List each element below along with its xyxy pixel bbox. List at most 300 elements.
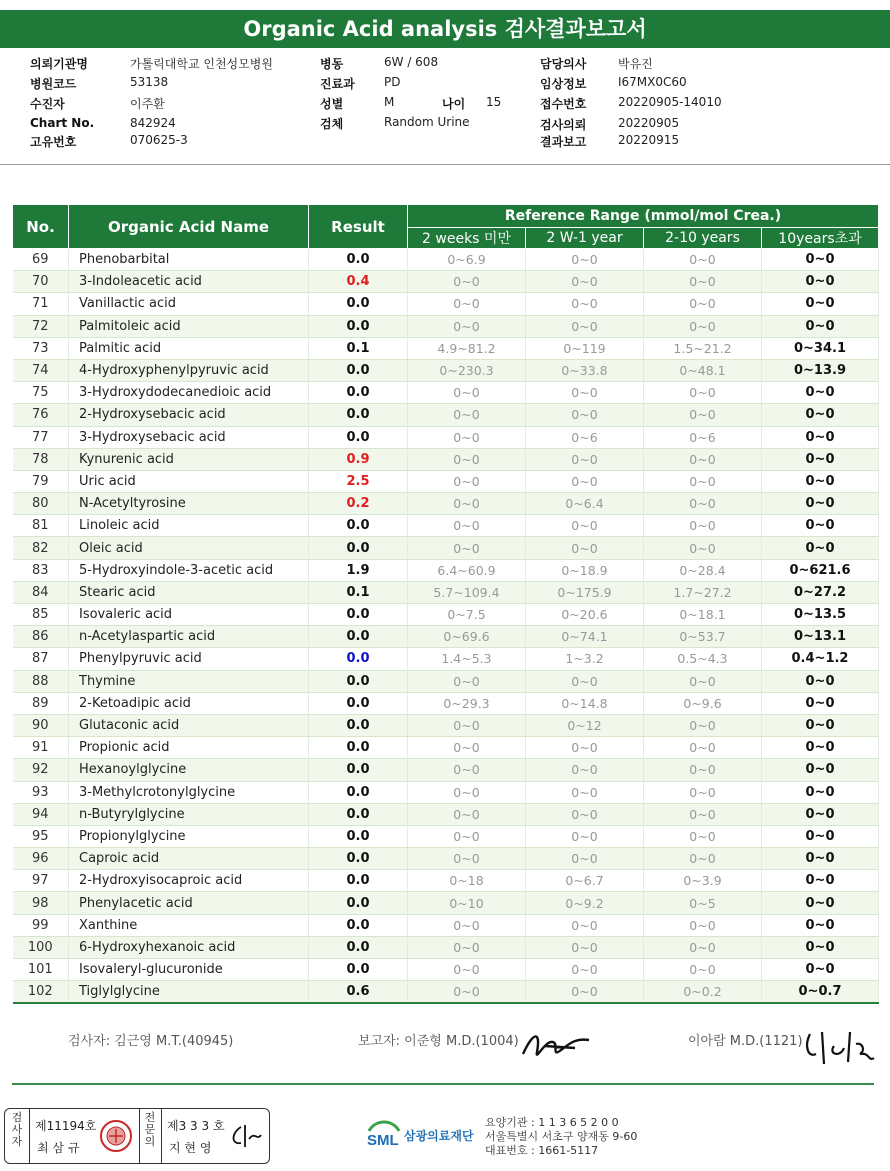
table-row [13, 626, 879, 648]
result-value: 0.0 [309, 515, 408, 537]
info-label: 접수번호 [540, 97, 587, 111]
doctor-stamp-signature-icon [227, 1121, 265, 1151]
ref-2weeks: 0~0 [408, 537, 526, 559]
ref-2-10y: 0~0.2 [644, 981, 762, 1004]
row-number: 102 [13, 981, 69, 1004]
ref-2w-1y: 0~0 [526, 382, 644, 404]
ref-2-10y: 0~0 [644, 249, 762, 271]
ref-10y: 0~0 [762, 914, 879, 936]
result-value: 0.0 [309, 382, 408, 404]
result-value: 0.0 [309, 626, 408, 648]
result-value: 0.0 [309, 404, 408, 426]
info-label: 병동 [320, 57, 344, 71]
subheader-2w-1y: 2 W-1 year [526, 228, 644, 249]
ref-10y: 0~0 [762, 293, 879, 315]
ref-2-10y: 0~28.4 [644, 559, 762, 581]
result-value: 0.0 [309, 759, 408, 781]
result-value: 1.9 [309, 559, 408, 581]
phone: 대표번호 : 1661-5117 [485, 1144, 599, 1157]
acid-name: Kynurenic acid [69, 448, 309, 470]
ref-10y: 0~0 [762, 404, 879, 426]
table-row [13, 493, 879, 515]
table-row [13, 714, 879, 736]
info-value: 15 [486, 95, 502, 109]
table-row [13, 803, 879, 825]
result-value: 0.0 [309, 870, 408, 892]
ref-10y: 0~0 [762, 737, 879, 759]
info-label: 수진자 [30, 97, 65, 111]
ref-2-10y: 0~6 [644, 426, 762, 448]
tester-side-label: 검사자 [11, 1111, 23, 1148]
ref-10y: 0~0 [762, 959, 879, 981]
ref-10y: 0~0 [762, 470, 879, 492]
ref-2weeks: 1.4~5.3 [408, 648, 526, 670]
ref-10y: 0~0 [762, 714, 879, 736]
ref-2w-1y: 0~12 [526, 714, 644, 736]
table-row [13, 737, 879, 759]
subheader-2-10y: 2-10 years [644, 228, 762, 249]
ref-10y: 0~0 [762, 892, 879, 914]
table-row [13, 581, 879, 603]
ref-2weeks: 0~0 [408, 670, 526, 692]
sml-logo-icon [365, 1117, 403, 1149]
info-label: 성별 [320, 97, 344, 111]
table-row [13, 604, 879, 626]
ref-2w-1y: 0~0 [526, 271, 644, 293]
ref-2-10y: 0~3.9 [644, 870, 762, 892]
ref-10y: 0~0.7 [762, 981, 879, 1004]
ref-2w-1y: 0~0 [526, 914, 644, 936]
table-row [13, 448, 879, 470]
info-value: Random Urine [384, 115, 470, 129]
result-value: 0.0 [309, 959, 408, 981]
subheader-10y: 10years초과 [762, 228, 879, 249]
ref-10y: 0~13.9 [762, 359, 879, 381]
info-value: 53138 [130, 75, 169, 89]
result-value: 0.0 [309, 781, 408, 803]
ref-2weeks: 0~69.6 [408, 626, 526, 648]
acid-name: Phenylpyruvic acid [69, 648, 309, 670]
info-value: 20220905 [618, 116, 680, 130]
row-number: 81 [13, 515, 69, 537]
ref-2w-1y: 0~0 [526, 959, 644, 981]
ref-10y: 0~0 [762, 515, 879, 537]
acid-name: Isovaleric acid [69, 604, 309, 626]
result-value: 0.0 [309, 293, 408, 315]
ref-10y: 0~0 [762, 249, 879, 271]
row-number: 100 [13, 936, 69, 958]
ref-2-10y: 0~0 [644, 470, 762, 492]
info-value: 박유진 [618, 57, 653, 71]
doctor-signature-icon [800, 1024, 876, 1068]
patient-info [0, 55, 890, 155]
table-row [13, 692, 879, 714]
info-value: 20220915 [618, 133, 680, 147]
ref-10y: 0~0 [762, 537, 879, 559]
table-row [13, 426, 879, 448]
acid-name: Isovaleryl-glucuronide [69, 959, 309, 981]
ref-2weeks: 4.9~81.2 [408, 337, 526, 359]
ref-10y: 0~0 [762, 315, 879, 337]
info-value: 6W / 608 [384, 55, 439, 69]
table-row [13, 559, 879, 581]
result-value: 0.0 [309, 825, 408, 847]
acid-name: 3-Hydroxydodecanedioic acid [69, 382, 309, 404]
info-label: 의뢰기관명 [30, 57, 88, 71]
result-value: 0.0 [309, 249, 408, 271]
result-value: 0.4 [309, 271, 408, 293]
doctor-license-no: 제3 3 3 호 [167, 1119, 225, 1133]
row-number: 71 [13, 293, 69, 315]
ref-10y: 0~0 [762, 493, 879, 515]
ref-2weeks: 0~0 [408, 803, 526, 825]
ref-2weeks: 6.4~60.9 [408, 559, 526, 581]
result-value: 0.0 [309, 892, 408, 914]
ref-10y: 0~0 [762, 448, 879, 470]
org-name: 삼광의료재단 [404, 1129, 474, 1143]
ref-2w-1y: 0~0 [526, 825, 644, 847]
table-row [13, 981, 879, 1004]
ref-2w-1y: 0~0 [526, 537, 644, 559]
ref-2weeks: 0~0 [408, 825, 526, 847]
ref-2weeks: 0~0 [408, 404, 526, 426]
info-value: I67MX0C60 [618, 75, 687, 89]
table-row [13, 293, 879, 315]
header-result: Result [309, 205, 408, 249]
ref-10y: 0~13.1 [762, 626, 879, 648]
ref-2weeks: 0~0 [408, 936, 526, 958]
row-number: 72 [13, 315, 69, 337]
ref-2weeks: 0~10 [408, 892, 526, 914]
ref-2weeks: 0~0 [408, 448, 526, 470]
cert-divider [161, 1109, 162, 1163]
ref-2w-1y: 0~0 [526, 448, 644, 470]
acid-name: Phenobarbital [69, 249, 309, 271]
row-number: 69 [13, 249, 69, 271]
ref-2weeks: 0~29.3 [408, 692, 526, 714]
certificate-box [4, 1108, 270, 1164]
row-number: 98 [13, 892, 69, 914]
row-number: 92 [13, 759, 69, 781]
table-row [13, 670, 879, 692]
acid-name: n-Butyrylglycine [69, 803, 309, 825]
ref-2w-1y: 0~20.6 [526, 604, 644, 626]
row-number: 79 [13, 470, 69, 492]
row-number: 85 [13, 604, 69, 626]
ref-2w-1y: 0~0 [526, 315, 644, 337]
ref-2w-1y: 0~0 [526, 470, 644, 492]
info-label: 고유번호 [30, 135, 77, 149]
info-label: 병원코드 [30, 77, 77, 91]
ref-2w-1y: 0~0 [526, 848, 644, 870]
row-number: 89 [13, 692, 69, 714]
ref-2w-1y: 0~0 [526, 249, 644, 271]
table-row [13, 936, 879, 958]
row-number: 99 [13, 914, 69, 936]
result-value: 0.0 [309, 914, 408, 936]
results-table [12, 204, 879, 1004]
acid-name: 5-Hydroxyindole-3-acetic acid [69, 559, 309, 581]
result-value: 0.1 [309, 581, 408, 603]
info-value: M [384, 95, 395, 109]
row-number: 70 [13, 271, 69, 293]
ref-2-10y: 0~0 [644, 537, 762, 559]
row-number: 77 [13, 426, 69, 448]
ref-2w-1y: 0~9.2 [526, 892, 644, 914]
result-value: 0.0 [309, 315, 408, 337]
ref-2w-1y: 0~0 [526, 759, 644, 781]
ref-10y: 0~0 [762, 825, 879, 847]
ref-2weeks: 0~0 [408, 959, 526, 981]
result-value: 2.5 [309, 470, 408, 492]
ref-2weeks: 0~18 [408, 870, 526, 892]
subheader-2weeks: 2 weeks 미만 [408, 228, 526, 249]
acid-name: 3-Methylcrotonylglycine [69, 781, 309, 803]
ref-2w-1y: 0~6.7 [526, 870, 644, 892]
seal-icon [99, 1119, 133, 1153]
result-value: 0.9 [309, 448, 408, 470]
ref-2-10y: 0~18.1 [644, 604, 762, 626]
reporter-signature-label: 보고자: 이준형 M.D.(1004) [358, 1034, 519, 1049]
row-number: 82 [13, 537, 69, 559]
row-number: 80 [13, 493, 69, 515]
report-title: Organic Acid analysis 검사결과보고서 [0, 10, 890, 48]
result-value: 0.0 [309, 936, 408, 958]
ref-2weeks: 0~0 [408, 759, 526, 781]
acid-name: Linoleic acid [69, 515, 309, 537]
ref-2w-1y: 0~0 [526, 781, 644, 803]
result-value: 0.0 [309, 737, 408, 759]
ref-2weeks: 0~0 [408, 981, 526, 1004]
acid-name: Xanthine [69, 914, 309, 936]
acid-name: Vanillactic acid [69, 293, 309, 315]
bottom-divider [12, 1083, 874, 1085]
acid-name: Glutaconic acid [69, 714, 309, 736]
acid-name: Propionic acid [69, 737, 309, 759]
acid-name: Caproic acid [69, 848, 309, 870]
ref-2weeks: 5.7~109.4 [408, 581, 526, 603]
ref-2w-1y: 1~3.2 [526, 648, 644, 670]
ref-10y: 0~0 [762, 759, 879, 781]
ref-2-10y: 0~0 [644, 271, 762, 293]
ref-2-10y: 0~0 [644, 914, 762, 936]
result-value: 0.0 [309, 692, 408, 714]
table-row [13, 825, 879, 847]
ref-2w-1y: 0~6.4 [526, 493, 644, 515]
row-number: 78 [13, 448, 69, 470]
row-number: 96 [13, 848, 69, 870]
acid-name: Uric acid [69, 470, 309, 492]
header-reference-range: Reference Range (mmol/mol Crea.) [408, 205, 879, 228]
ref-2weeks: 0~0 [408, 382, 526, 404]
ref-2-10y: 0~0 [644, 803, 762, 825]
acid-name: 2-Hydroxysebacic acid [69, 404, 309, 426]
row-number: 83 [13, 559, 69, 581]
acid-name: Oleic acid [69, 537, 309, 559]
ref-2-10y: 0~0 [644, 382, 762, 404]
row-number: 88 [13, 670, 69, 692]
info-value: PD [384, 75, 401, 89]
table-row [13, 781, 879, 803]
info-value: 070625-3 [130, 133, 188, 147]
ref-2weeks: 0~0 [408, 781, 526, 803]
ref-2w-1y: 0~0 [526, 670, 644, 692]
ref-2w-1y: 0~18.9 [526, 559, 644, 581]
ref-2w-1y: 0~119 [526, 337, 644, 359]
acid-name: N-Acetyltyrosine [69, 493, 309, 515]
ref-2weeks: 0~0 [408, 848, 526, 870]
ref-2weeks: 0~7.5 [408, 604, 526, 626]
acid-name: Palmitoleic acid [69, 315, 309, 337]
ref-2-10y: 0~0 [644, 315, 762, 337]
header-name: Organic Acid Name [69, 205, 309, 249]
header-no: No. [13, 205, 69, 249]
ref-10y: 0~0 [762, 692, 879, 714]
footer-contact [485, 1116, 637, 1158]
ref-2weeks: 0~0 [408, 493, 526, 515]
row-number: 94 [13, 803, 69, 825]
ref-2-10y: 0~48.1 [644, 359, 762, 381]
acid-name: Hexanoylglycine [69, 759, 309, 781]
ref-2weeks: 0~0 [408, 426, 526, 448]
ref-2w-1y: 0~14.8 [526, 692, 644, 714]
acid-name: Propionylglycine [69, 825, 309, 847]
info-value: 20220905-14010 [618, 95, 722, 109]
ref-10y: 0~0 [762, 936, 879, 958]
ref-2weeks: 0~0 [408, 714, 526, 736]
ref-2-10y: 1.5~21.2 [644, 337, 762, 359]
acid-name: 3-Hydroxysebacic acid [69, 426, 309, 448]
acid-name: 3-Indoleacetic acid [69, 271, 309, 293]
ref-10y: 0~34.1 [762, 337, 879, 359]
ref-2-10y: 0~0 [644, 404, 762, 426]
logo-text: SML [367, 1132, 399, 1149]
ref-2w-1y: 0~6 [526, 426, 644, 448]
table-row [13, 337, 879, 359]
acid-name: 2-Ketoadipic acid [69, 692, 309, 714]
result-value: 0.0 [309, 670, 408, 692]
result-value: 0.1 [309, 337, 408, 359]
table-row [13, 515, 879, 537]
info-label: Chart No. [30, 116, 95, 130]
info-divider [0, 164, 890, 165]
row-number: 95 [13, 825, 69, 847]
ref-2w-1y: 0~0 [526, 293, 644, 315]
ref-2-10y: 0~9.6 [644, 692, 762, 714]
row-number: 73 [13, 337, 69, 359]
ref-10y: 0~0 [762, 382, 879, 404]
ref-2-10y: 0~0 [644, 759, 762, 781]
table-row [13, 848, 879, 870]
ref-10y: 0~13.5 [762, 604, 879, 626]
ref-2weeks: 0~0 [408, 470, 526, 492]
row-number: 101 [13, 959, 69, 981]
ref-2weeks: 0~0 [408, 293, 526, 315]
ref-2-10y: 0~0 [644, 448, 762, 470]
result-value: 0.6 [309, 981, 408, 1004]
acid-name: Palmitic acid [69, 337, 309, 359]
ref-2w-1y: 0~33.8 [526, 359, 644, 381]
reporter-signature-icon [515, 1022, 595, 1066]
acid-name: 2-Hydroxyisocaproic acid [69, 870, 309, 892]
ref-2-10y: 0~0 [644, 781, 762, 803]
result-value: 0.0 [309, 359, 408, 381]
table-row [13, 359, 879, 381]
ref-10y: 0~0 [762, 870, 879, 892]
table-row [13, 249, 879, 271]
ref-2-10y: 0~0 [644, 714, 762, 736]
row-number: 90 [13, 714, 69, 736]
ref-10y: 0~0 [762, 848, 879, 870]
ref-10y: 0.4~1.2 [762, 648, 879, 670]
results-body [13, 249, 879, 1004]
doctor-signature-label: 이아람 M.D.(1121) [688, 1034, 803, 1049]
info-label: 담당의사 [540, 57, 587, 71]
ref-10y: 0~0 [762, 426, 879, 448]
ref-2weeks: 0~0 [408, 914, 526, 936]
row-number: 74 [13, 359, 69, 381]
acid-name: Stearic acid [69, 581, 309, 603]
cert-divider [139, 1109, 140, 1163]
ref-2w-1y: 0~0 [526, 737, 644, 759]
ref-2weeks: 0~6.9 [408, 249, 526, 271]
tester-license-no: 제11194호 [35, 1119, 97, 1133]
ref-2-10y: 0~0 [644, 493, 762, 515]
result-value: 0.0 [309, 604, 408, 626]
ref-2-10y: 0~0 [644, 825, 762, 847]
ref-10y: 0~0 [762, 670, 879, 692]
ref-2weeks: 0~0 [408, 515, 526, 537]
ref-2weeks: 0~0 [408, 271, 526, 293]
row-number: 75 [13, 382, 69, 404]
table-row [13, 404, 879, 426]
result-value: 0.0 [309, 848, 408, 870]
ref-10y: 0~0 [762, 271, 879, 293]
ref-2w-1y: 0~175.9 [526, 581, 644, 603]
info-label: 결과보고 [540, 135, 587, 149]
table-row [13, 271, 879, 293]
ref-10y: 0~27.2 [762, 581, 879, 603]
row-number: 76 [13, 404, 69, 426]
ref-10y: 0~0 [762, 781, 879, 803]
institution-code: 요양기관 : 1 1 3 6 5 2 0 0 [485, 1116, 619, 1129]
row-number: 86 [13, 626, 69, 648]
result-value: 0.2 [309, 493, 408, 515]
ref-2w-1y: 0~0 [526, 515, 644, 537]
row-number: 87 [13, 648, 69, 670]
table-row [13, 537, 879, 559]
acid-name: n-Acetylaspartic acid [69, 626, 309, 648]
ref-2w-1y: 0~0 [526, 803, 644, 825]
tester-signature-label: 검사자: 김근영 M.T.(40945) [68, 1034, 234, 1049]
info-label: 검사의뢰 [540, 118, 587, 132]
acid-name: Phenylacetic acid [69, 892, 309, 914]
info-label: 임상정보 [540, 77, 587, 91]
acid-name: Thymine [69, 670, 309, 692]
result-value: 0.0 [309, 648, 408, 670]
ref-2-10y: 0~0 [644, 959, 762, 981]
table-row [13, 382, 879, 404]
result-value: 0.0 [309, 426, 408, 448]
ref-10y: 0~621.6 [762, 559, 879, 581]
ref-2-10y: 0~0 [644, 936, 762, 958]
ref-2w-1y: 0~0 [526, 404, 644, 426]
ref-2weeks: 0~230.3 [408, 359, 526, 381]
info-value: 가톨릭대학교 인천성모병원 [130, 57, 273, 71]
table-row [13, 914, 879, 936]
table-row [13, 470, 879, 492]
ref-2-10y: 0~0 [644, 670, 762, 692]
